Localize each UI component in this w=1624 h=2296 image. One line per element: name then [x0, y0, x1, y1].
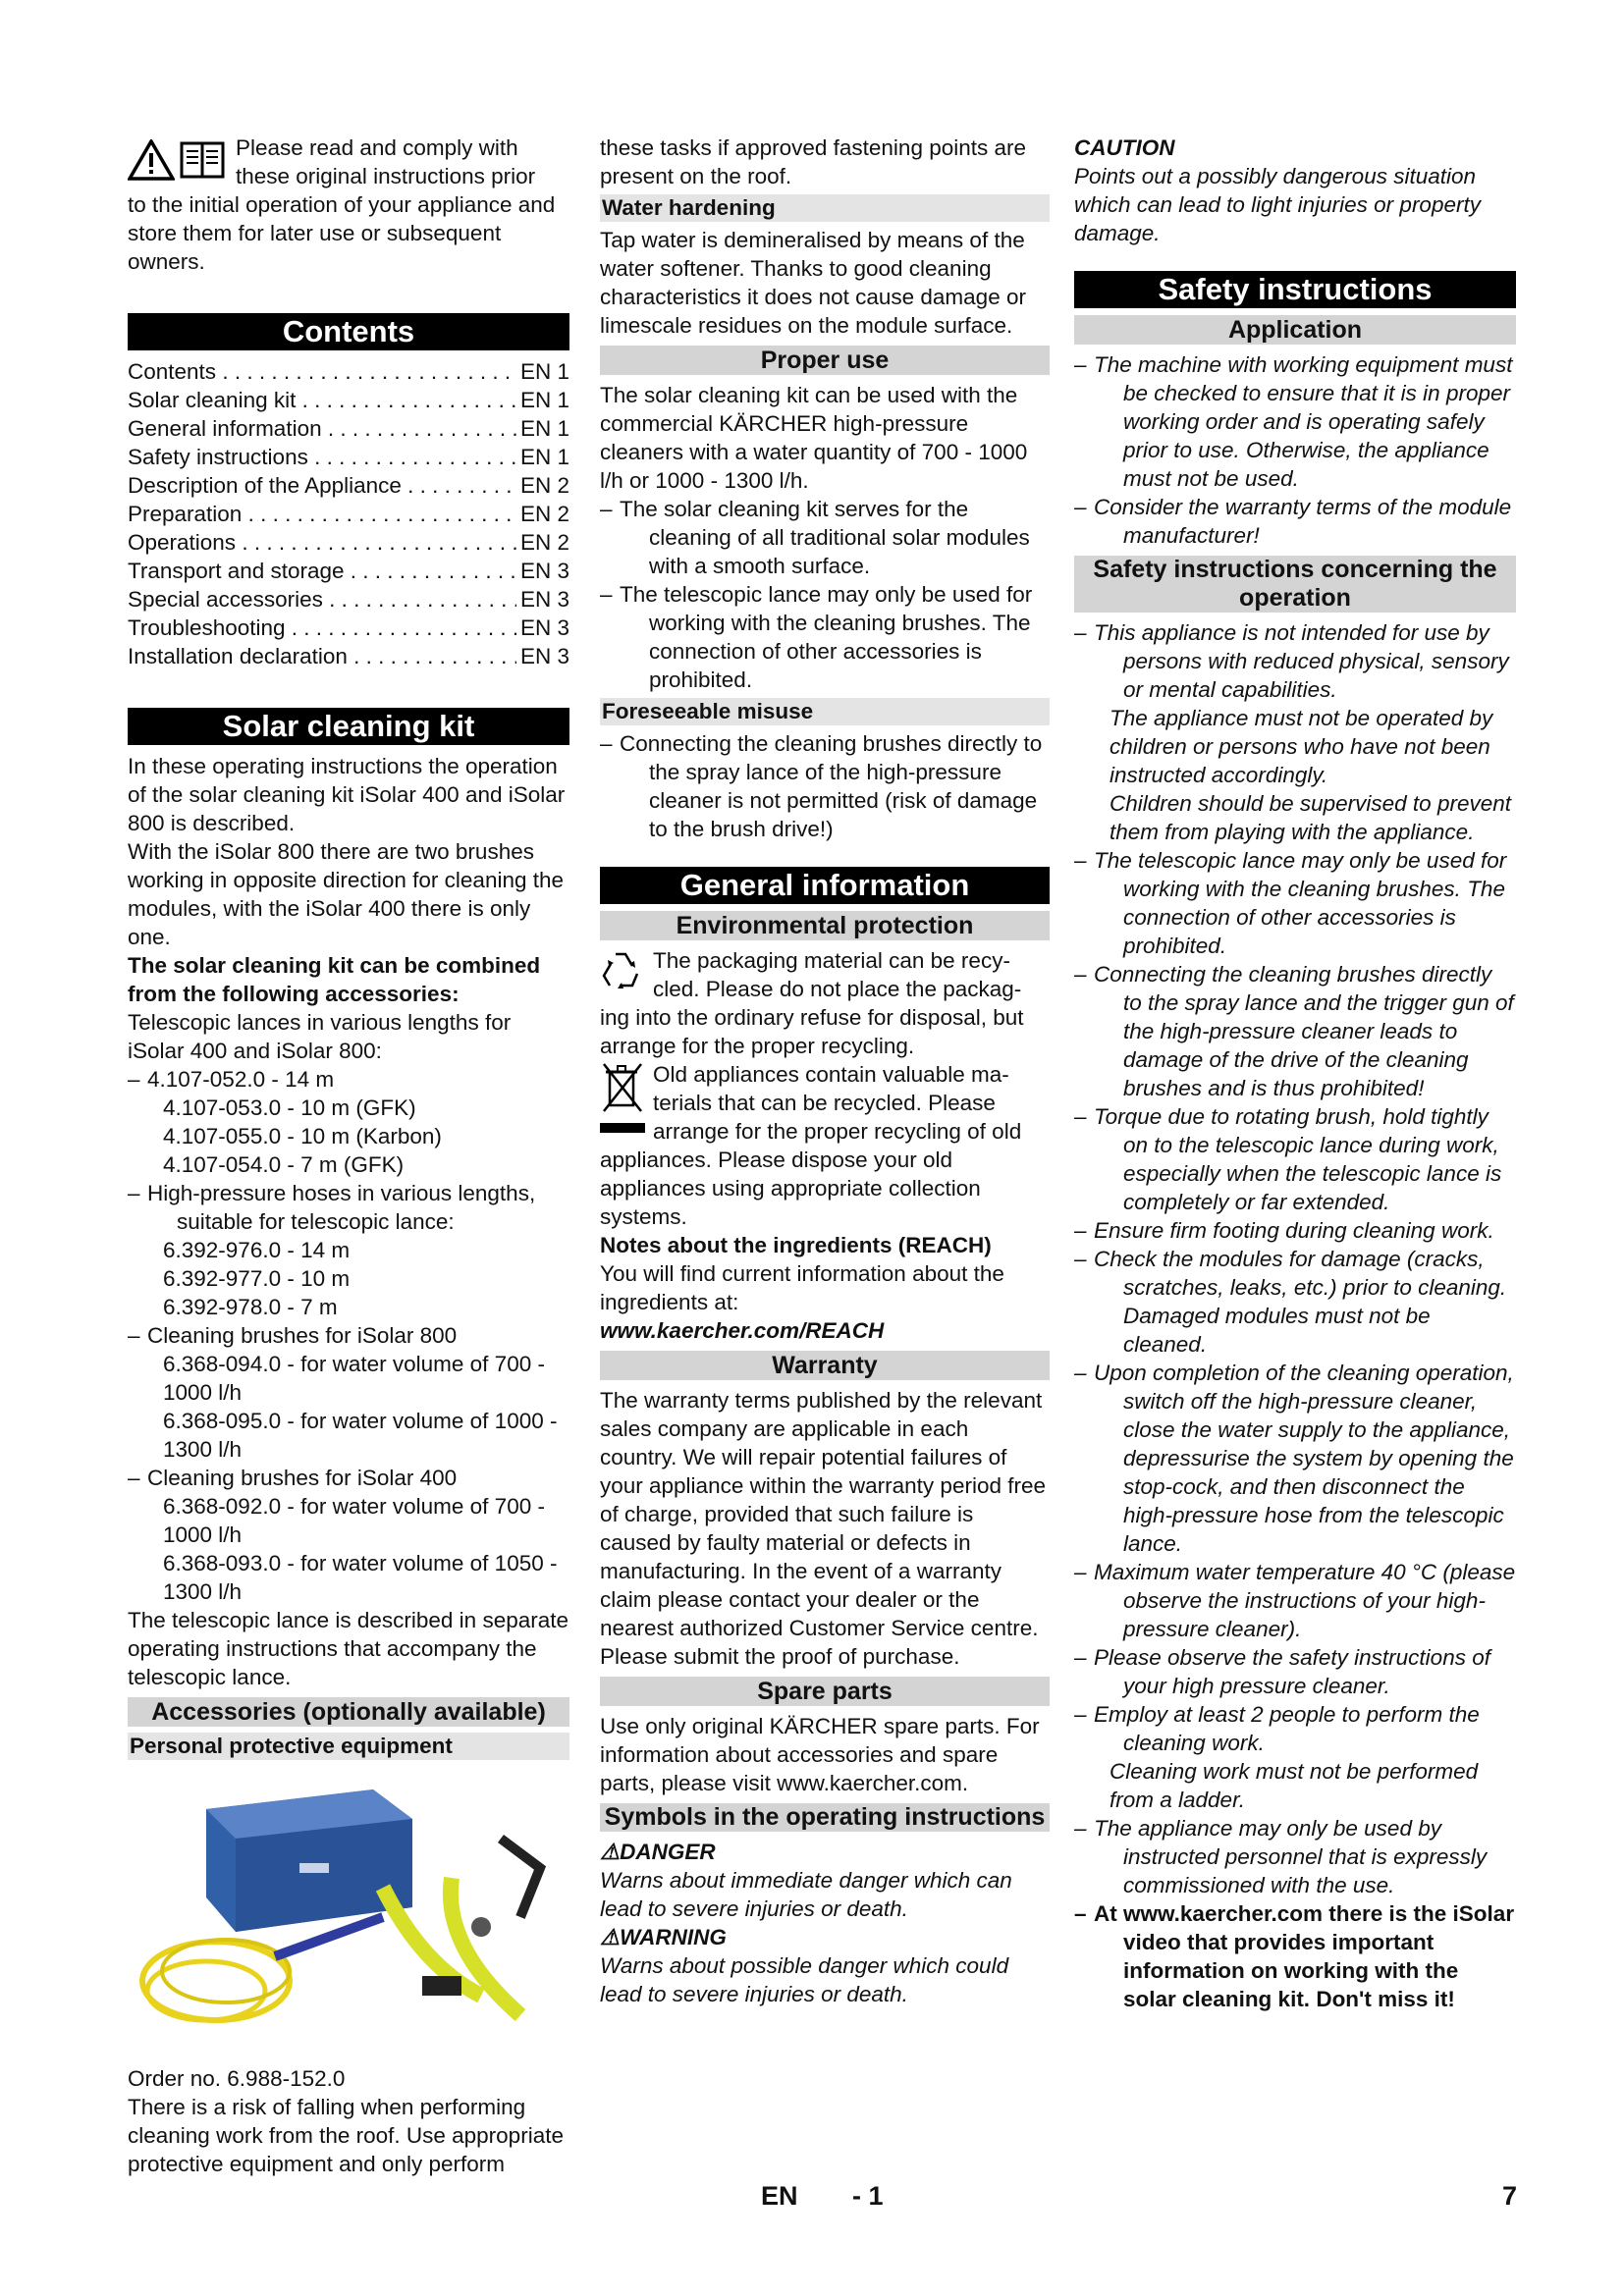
lance-item: – 4.107-052.0 - 14 m	[128, 1067, 335, 1092]
operation-item-cont: Cleaning work must not be performed from a ladder.	[1110, 1759, 1479, 1812]
operation-safety-heading: Safety instructions concerning the operation	[1074, 556, 1516, 613]
application-item: – The machine with working equipment must be checked to ensure that it is in proper working order and is operating safely prior to use. Otherwise, the appliance must not be used.	[1074, 352, 1513, 491]
toc-entry[interactable]: Contents . . . EN 1	[128, 357, 569, 386]
proper-use-heading: Proper use	[600, 346, 1050, 375]
solar-p2: With the iSolar 800 there are two brushes working in opposite direction for cleaning the modules, with the iSolar 400 there is only one.	[128, 839, 565, 949]
toc-entry[interactable]: Solar cleaning kit . . . EN 1	[128, 386, 569, 414]
recycle-block	[600, 946, 1050, 1060]
recycle-rest: ing into the ordinary refuse for disposal, but arrange for the proper recycling.	[600, 1005, 1024, 1058]
ppe-p1: There is a risk of falling when performing cleaning work from the roof. Use appropriate protective equipment and only perform	[128, 2095, 564, 2176]
general-info-heading: General information	[600, 867, 1050, 904]
toc-entry[interactable]: Installation declaration . . . EN 3	[128, 642, 569, 670]
lance-item: 4.107-054.0 - 7 m (GFK)	[163, 1152, 405, 1177]
hose-item: 6.392-978.0 - 7 m	[163, 1295, 338, 1319]
spare-parts-text: Use only original KÄRCHER spare parts. For information about accessories and spare parts, please visit www.kaercher.com.	[600, 1714, 1040, 1795]
footer-section: - 1	[852, 2181, 884, 2211]
operation-item-cont: The appliance must not be operated by children or persons who have not been instructed accordingly.	[1110, 706, 1493, 787]
column-1	[128, 133, 569, 2178]
toc-entry[interactable]: Preparation . . . EN 2	[128, 500, 569, 528]
warning-triangle-small-icon: ⚠	[600, 1925, 621, 1949]
hose-item: 6.392-977.0 - 10 m	[163, 1266, 351, 1291]
operation-item: – Ensure firm footing during cleaning work.	[1074, 1218, 1494, 1243]
operation-item: – Check the modules for damage (cracks, scratches, leaks, etc.) prior to cleaning. Damaged modules must not be cleaned.	[1074, 1247, 1507, 1357]
toc-entry[interactable]: Transport and storage . . . EN 3	[128, 557, 569, 585]
brush-item: 6.368-093.0 - for water volume of 1050 - 1300 l/h	[163, 1551, 558, 1604]
video-note: – At www.kaercher.com there is the iSolar video that provides important information on working with the solar cleaning kit. Don't miss it!	[1074, 1901, 1515, 2011]
column-2	[600, 133, 1050, 2008]
warning-triangle-small-icon: ⚠	[600, 1840, 621, 1864]
operation-item-cont: Children should be supervised to prevent them from playing with the appliance.	[1110, 791, 1511, 844]
read-manual-book-icon	[179, 139, 226, 181]
crossed-bin-icon	[600, 1060, 645, 1139]
danger-label: ⚠DANGER	[600, 1840, 716, 1864]
misuse-item: – Connecting the cleaning brushes directly to the spray lance of the high-pressure cleaner is not permitted (risk of damage to the brush drive!)	[600, 731, 1043, 841]
recycle-line-1: The packaging material can be recy-	[653, 948, 1010, 973]
application-item: – Consider the warranty terms of the module manufacturer!	[1074, 495, 1512, 548]
operation-item: – Employ at least 2 people to perform the cleaning work.	[1074, 1702, 1480, 1755]
old-appliances-line-2: terials that can be recycled. Please	[653, 1091, 996, 1115]
brush800-intro: – Cleaning brushes for iSolar 800	[128, 1323, 458, 1348]
toc-entry[interactable]: Safety instructions . . . EN 1	[128, 443, 569, 471]
warning-read-manual-icons	[128, 139, 226, 181]
intro-line-1: Please read and comply with	[236, 135, 518, 160]
warning-label: ⚠WARNING	[600, 1925, 727, 1949]
recycle-icon	[600, 946, 645, 997]
brush400-intro: – Cleaning brushes for iSolar 400	[128, 1466, 458, 1490]
application-heading: Application	[1074, 315, 1516, 345]
lance-item: 4.107-053.0 - 10 m (GFK)	[163, 1095, 416, 1120]
operation-item: – Maximum water temperature 40 °C (please observe the instructions of your high-pressure cleaner).	[1074, 1560, 1516, 1641]
intro-line-2: these original instructions prior	[236, 164, 536, 188]
old-appliances-line-1: Old appliances contain valuable ma-	[653, 1062, 1009, 1087]
warranty-text: The warranty terms published by the relevant sales company are applicable in each country. We will repair potential failures of your appliance within the warranty period free of charge, provided that such failure is caused by faulty material or defects in manufacturing. In the event of a warranty claim please contact your dealer or the nearest authorized Customer Service centre. Please submit the proof of purchase.	[600, 1388, 1046, 1669]
warning-text: Warns about possible danger which could lead to severe injuries or death.	[600, 1953, 1009, 2006]
accessories-heading: Accessories (optionally available)	[128, 1697, 569, 1727]
warning-triangle-icon	[128, 139, 175, 181]
old-appliances-line-3: arrange for the proper recycling of old	[653, 1119, 1022, 1144]
warranty-heading: Warranty	[600, 1351, 1050, 1380]
lance-item: 4.107-055.0 - 10 m (Karbon)	[163, 1124, 442, 1148]
solar-bold: The solar cleaning kit can be combined from the following accessories:	[128, 953, 541, 1006]
water-hardening-text: Tap water is demineralised by means of the water softener. Thanks to good cleaning characteristics it does not cause damage or limescale residues on the module surface.	[600, 228, 1026, 338]
hose-item: 6.392-976.0 - 14 m	[163, 1238, 351, 1262]
ppe-kit-image	[128, 1770, 569, 2064]
old-appliances-block	[600, 1060, 1050, 1231]
ppe-product-photo	[128, 1770, 569, 2064]
page-number: 7	[1502, 2181, 1518, 2211]
ppe-continued: these tasks if approved fastening points are present on the roof.	[600, 135, 1027, 188]
reach-heading: Notes about the ingredients (REACH)	[600, 1233, 992, 1257]
caution-text: Points out a possibly dangerous situation which can lead to light injuries or property damage.	[1074, 164, 1481, 245]
reach-link[interactable]: www.kaercher.com/REACH	[600, 1318, 885, 1343]
contents-list	[128, 357, 569, 670]
brush-item: 6.368-092.0 - for water volume of 700 - 1000 l/h	[163, 1494, 545, 1547]
operation-item: – Connecting the cleaning brushes directly to the spray lance and the trigger gun of the high-pressure cleaner leads to damage of the drive of the cleaning brushes and is thus prohibited!	[1074, 962, 1514, 1100]
old-appliances-rest: appliances. Please dispose your old appliances using appropriate collection systems.	[600, 1148, 981, 1229]
symbols-heading: Symbols in the operating instructions	[600, 1803, 1050, 1832]
brush-item: 6.368-094.0 - for water volume of 700 - 1000 l/h	[163, 1352, 545, 1405]
footer-language: EN	[761, 2181, 798, 2211]
toc-entry[interactable]: General information . . . EN 1	[128, 414, 569, 443]
caution-label: CAUTION	[1074, 135, 1175, 160]
contents-heading: Contents	[128, 313, 569, 350]
operation-item: – The appliance may only be used by instructed personnel that is expressly commissioned with the use.	[1074, 1816, 1488, 1897]
safety-heading: Safety instructions	[1074, 271, 1516, 308]
brush-item: 6.368-095.0 - for water volume of 1000 - 1300 l/h	[163, 1409, 558, 1462]
toc-entry[interactable]: Troubleshooting . . . EN 3	[128, 614, 569, 642]
spare-parts-heading: Spare parts	[600, 1677, 1050, 1706]
water-hardening-heading: Water hardening	[600, 194, 1050, 222]
operation-item: – Upon completion of the cleaning operation, switch off the high-pressure cleaner, close the water supply to the appliance, depressurise the system by opening the stop-cock, and then disconnect the high-pressure hose from the telescopic lance.	[1074, 1361, 1514, 1556]
toc-entry[interactable]: Description of the Appliance . . . EN 2	[128, 471, 569, 500]
toc-entry[interactable]: Operations . . . EN 2	[128, 528, 569, 557]
environment-heading: Environmental protection	[600, 911, 1050, 940]
intro-block	[128, 133, 569, 276]
operation-item: – The telescopic lance may only be used for working with the cleaning brushes. The connection of other accessories is prohibited.	[1074, 848, 1507, 958]
danger-text: Warns about immediate danger which can lead to severe injuries or death.	[600, 1868, 1012, 1921]
recycle-line-2: cled. Please do not place the packag-	[653, 977, 1022, 1001]
proper-use-text: The solar cleaning kit can be used with the commercial KÄRCHER high-pressure cleaners with a water quantity of 700 - 1000 l/h or 1000 - 1300 l/h.	[600, 383, 1028, 493]
operation-item: – Please observe the safety instructions of your high pressure cleaner.	[1074, 1645, 1490, 1698]
proper-use-item: – The telescopic lance may only be used for working with the cleaning brushes. The connection of other accessories is prohibited.	[600, 582, 1033, 692]
toc-entry[interactable]: Special accessories . . . EN 3	[128, 585, 569, 614]
column-3	[1074, 133, 1516, 2013]
solar-p3: Telescopic lances in various lengths for iSolar 400 and iSolar 800:	[128, 1010, 512, 1063]
operation-item: – This appliance is not intended for use by persons with reduced physical, sensory or mental capabilities.	[1074, 620, 1509, 702]
proper-use-item: – The solar cleaning kit serves for the cleaning of all traditional solar modules with a smooth surface.	[600, 497, 1030, 578]
solar-p4: The telescopic lance is described in separate operating instructions that accompany the telescopic lance.	[128, 1608, 569, 1689]
reach-text: You will find current information about the ingredients at:	[600, 1261, 1004, 1314]
intro-rest: to the initial operation of your appliance and store them for later use or subsequent owners.	[128, 192, 556, 274]
hoses-intro: – High-pressure hoses in various lengths, suitable for telescopic lance:	[128, 1181, 536, 1234]
ppe-order-number: Order no. 6.988-152.0	[128, 2066, 346, 2091]
solar-kit-heading: Solar cleaning kit	[128, 708, 569, 745]
operation-item: – Torque due to rotating brush, hold tightly on to the telescopic lance during work, especially when the telescopic lance is completely or far extended.	[1074, 1104, 1502, 1214]
solar-p1: In these operating instructions the operation of the solar cleaning kit iSolar 400 and iSolar 800 is described.	[128, 754, 566, 835]
misuse-heading: Foreseeable misuse	[600, 698, 1050, 725]
ppe-subheading: Personal protective equipment	[128, 1733, 569, 1760]
